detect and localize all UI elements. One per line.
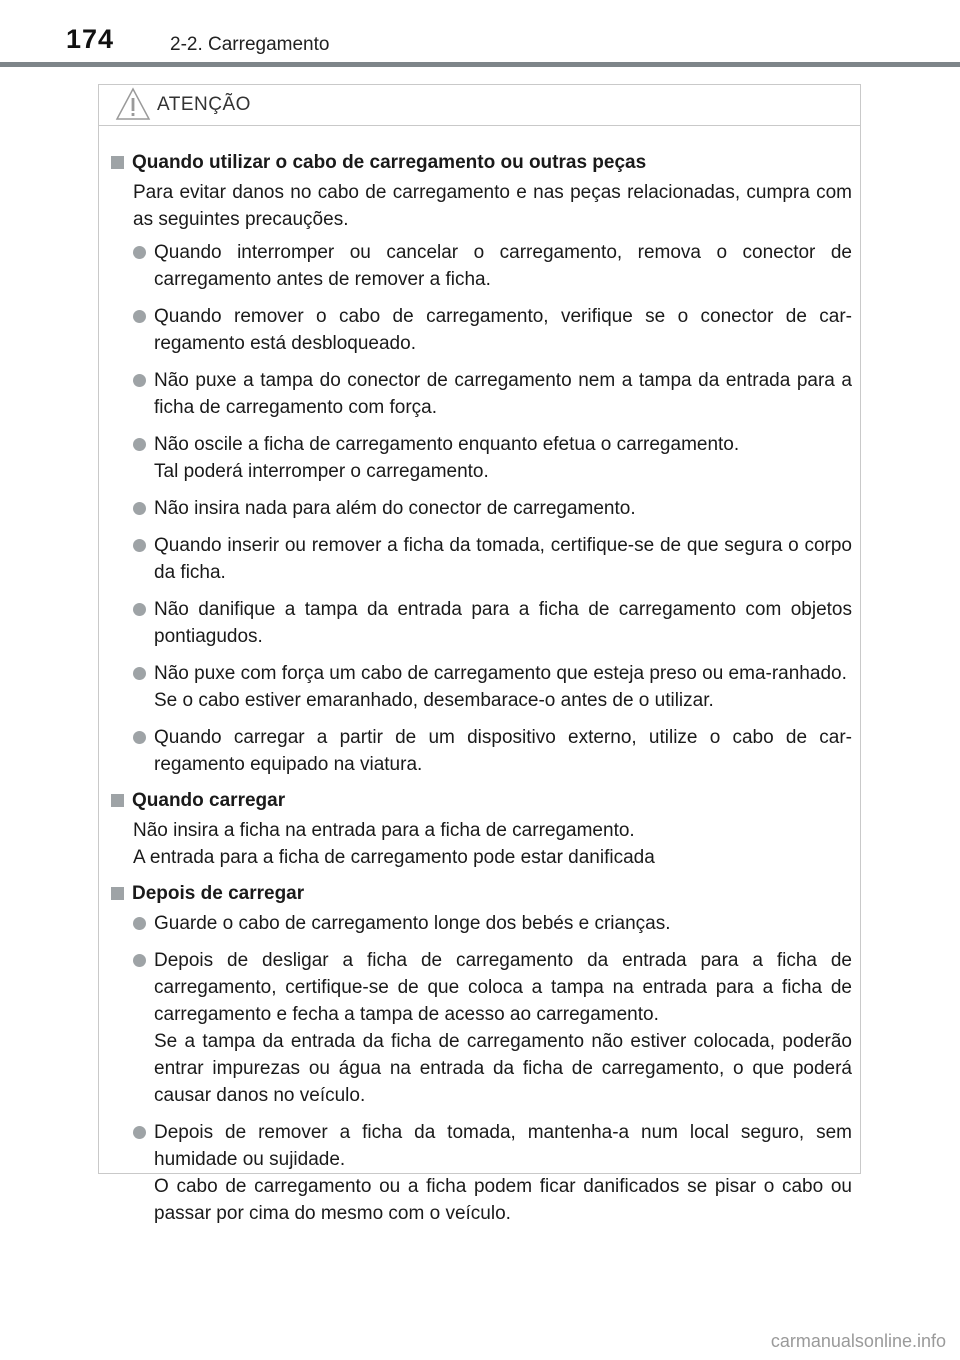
bullet-list-usage (109, 239, 852, 778)
section-heading (109, 881, 852, 907)
list-item-paragraph: Não puxe a tampa do conector de carregamento nem a tampa da entrada para a ficha de carregamento com força. (154, 370, 852, 418)
list-item-text (154, 303, 852, 357)
list-item (109, 724, 852, 778)
list-item-paragraph: Não insira nada para além do conector de carregamento. (154, 498, 636, 519)
section-heading (109, 788, 852, 814)
list-item-text (154, 495, 852, 522)
round-bullet-icon (133, 539, 146, 552)
list-item-paragraph: Não puxe com força um cabo de carregamento que esteja preso ou ema-ranhado. (154, 663, 847, 684)
list-item-text (154, 239, 852, 293)
warning-box (98, 84, 861, 1224)
list-item-paragraph: Se a tampa da entrada da ficha de carregamento não estiver colocada, poderão entrar impurezas ou água na entrada da ficha de carregamento, o que poderá causar danos no veículo. (154, 1031, 852, 1106)
header-rule (0, 62, 960, 67)
list-item (109, 239, 852, 293)
list-item (109, 367, 852, 421)
round-bullet-icon (133, 1126, 146, 1139)
list-item (109, 303, 852, 357)
list-item (109, 596, 852, 650)
section-heading-text: Quando utilizar o cabo de carregamento ou outras peças (132, 152, 647, 173)
square-bullet-icon (111, 794, 124, 807)
section-intro: Para evitar danos no cabo de carregamento e nas peças relacionadas, cumpra com as seguintes precauções. (133, 182, 852, 230)
warning-header (99, 85, 860, 126)
list-item-paragraph: Quando interromper ou cancelar o carregamento, remova o conector de carregamento antes de remover a ficha. (154, 242, 852, 290)
list-item-text (154, 367, 852, 421)
square-bullet-icon (111, 887, 124, 900)
section-heading (109, 150, 852, 176)
round-bullet-icon (133, 502, 146, 515)
list-item-paragraph: Não danifique a tampa da entrada para a ficha de carregamento com objetos pontiagudos. (154, 599, 852, 647)
section-heading-text: Quando carregar (132, 790, 286, 811)
list-item (109, 532, 852, 586)
square-bullet-icon (111, 156, 124, 169)
list-item-text (154, 660, 852, 714)
list-item-text (154, 724, 852, 778)
list-item-text (154, 910, 852, 937)
section-title: 2-2. Carregamento (170, 34, 330, 55)
list-item-text (154, 431, 852, 485)
list-item-paragraph: Depois de remover a ficha da tomada, mantenha-a num local seguro, sem humidade ou sujidade. (154, 1122, 852, 1170)
page-number: 174 (66, 24, 115, 54)
list-item-paragraph: Se o cabo estiver emaranhado, desembarace-o antes de o utilizar. (154, 690, 714, 711)
list-item-paragraph: O cabo de carregamento ou a ficha podem ficar danificados se pisar o cabo ou passar por cima do mesmo com o veículo. (154, 1176, 852, 1224)
list-item-paragraph: Quando carregar a partir de um dispositivo externo, utilize o cabo de car-regamento equipado na viatura. (154, 727, 852, 775)
list-item (109, 660, 852, 714)
warning-title: ATENÇÃO (157, 94, 251, 115)
warning-triangle-icon (115, 87, 151, 121)
list-item-paragraph: Guarde o cabo de carregamento longe dos bebés e crianças. (154, 913, 671, 934)
list-item-text (154, 947, 852, 1109)
round-bullet-icon (133, 917, 146, 930)
list-item-paragraph: Depois de desligar a ficha de carregamento da entrada para a ficha de carregamento, certifique-se de que coloca a tampa na entrada para a ficha de carregamento e fecha a tampa de acesso ao carregamento. (154, 950, 852, 1025)
watermark: carmanualsonline.info (770, 1331, 946, 1351)
list-item-paragraph: Tal poderá interromper o carregamento. (154, 461, 489, 482)
list-item-text (154, 532, 852, 586)
section-heading-text: Depois de carregar (132, 883, 305, 904)
section-text: Não insira a ficha na entrada para a ficha de carregamento. (133, 820, 635, 841)
list-item (109, 495, 852, 522)
list-item (109, 431, 852, 485)
list-item (109, 1119, 852, 1227)
round-bullet-icon (133, 667, 146, 680)
round-bullet-icon (133, 310, 146, 323)
list-item-text (154, 1119, 852, 1227)
warning-body (99, 126, 860, 1227)
round-bullet-icon (133, 603, 146, 616)
round-bullet-icon (133, 374, 146, 387)
list-item (109, 947, 852, 1109)
bullet-list-after (109, 910, 852, 1227)
round-bullet-icon (133, 954, 146, 967)
list-item-text (154, 596, 852, 650)
list-item-paragraph: Quando remover o cabo de carregamento, verifique se o conector de car-regamento está desbloqueado. (154, 306, 852, 354)
round-bullet-icon (133, 731, 146, 744)
round-bullet-icon (133, 438, 146, 451)
round-bullet-icon (133, 246, 146, 259)
list-item-paragraph: Não oscile a ficha de carregamento enquanto efetua o carregamento. (154, 434, 740, 455)
list-item-paragraph: Quando inserir ou remover a ficha da tomada, certifique-se de que segura o corpo da ficha. (154, 535, 852, 583)
section-text: A entrada para a ficha de carregamento pode estar danificada (133, 847, 655, 868)
list-item (109, 910, 852, 937)
